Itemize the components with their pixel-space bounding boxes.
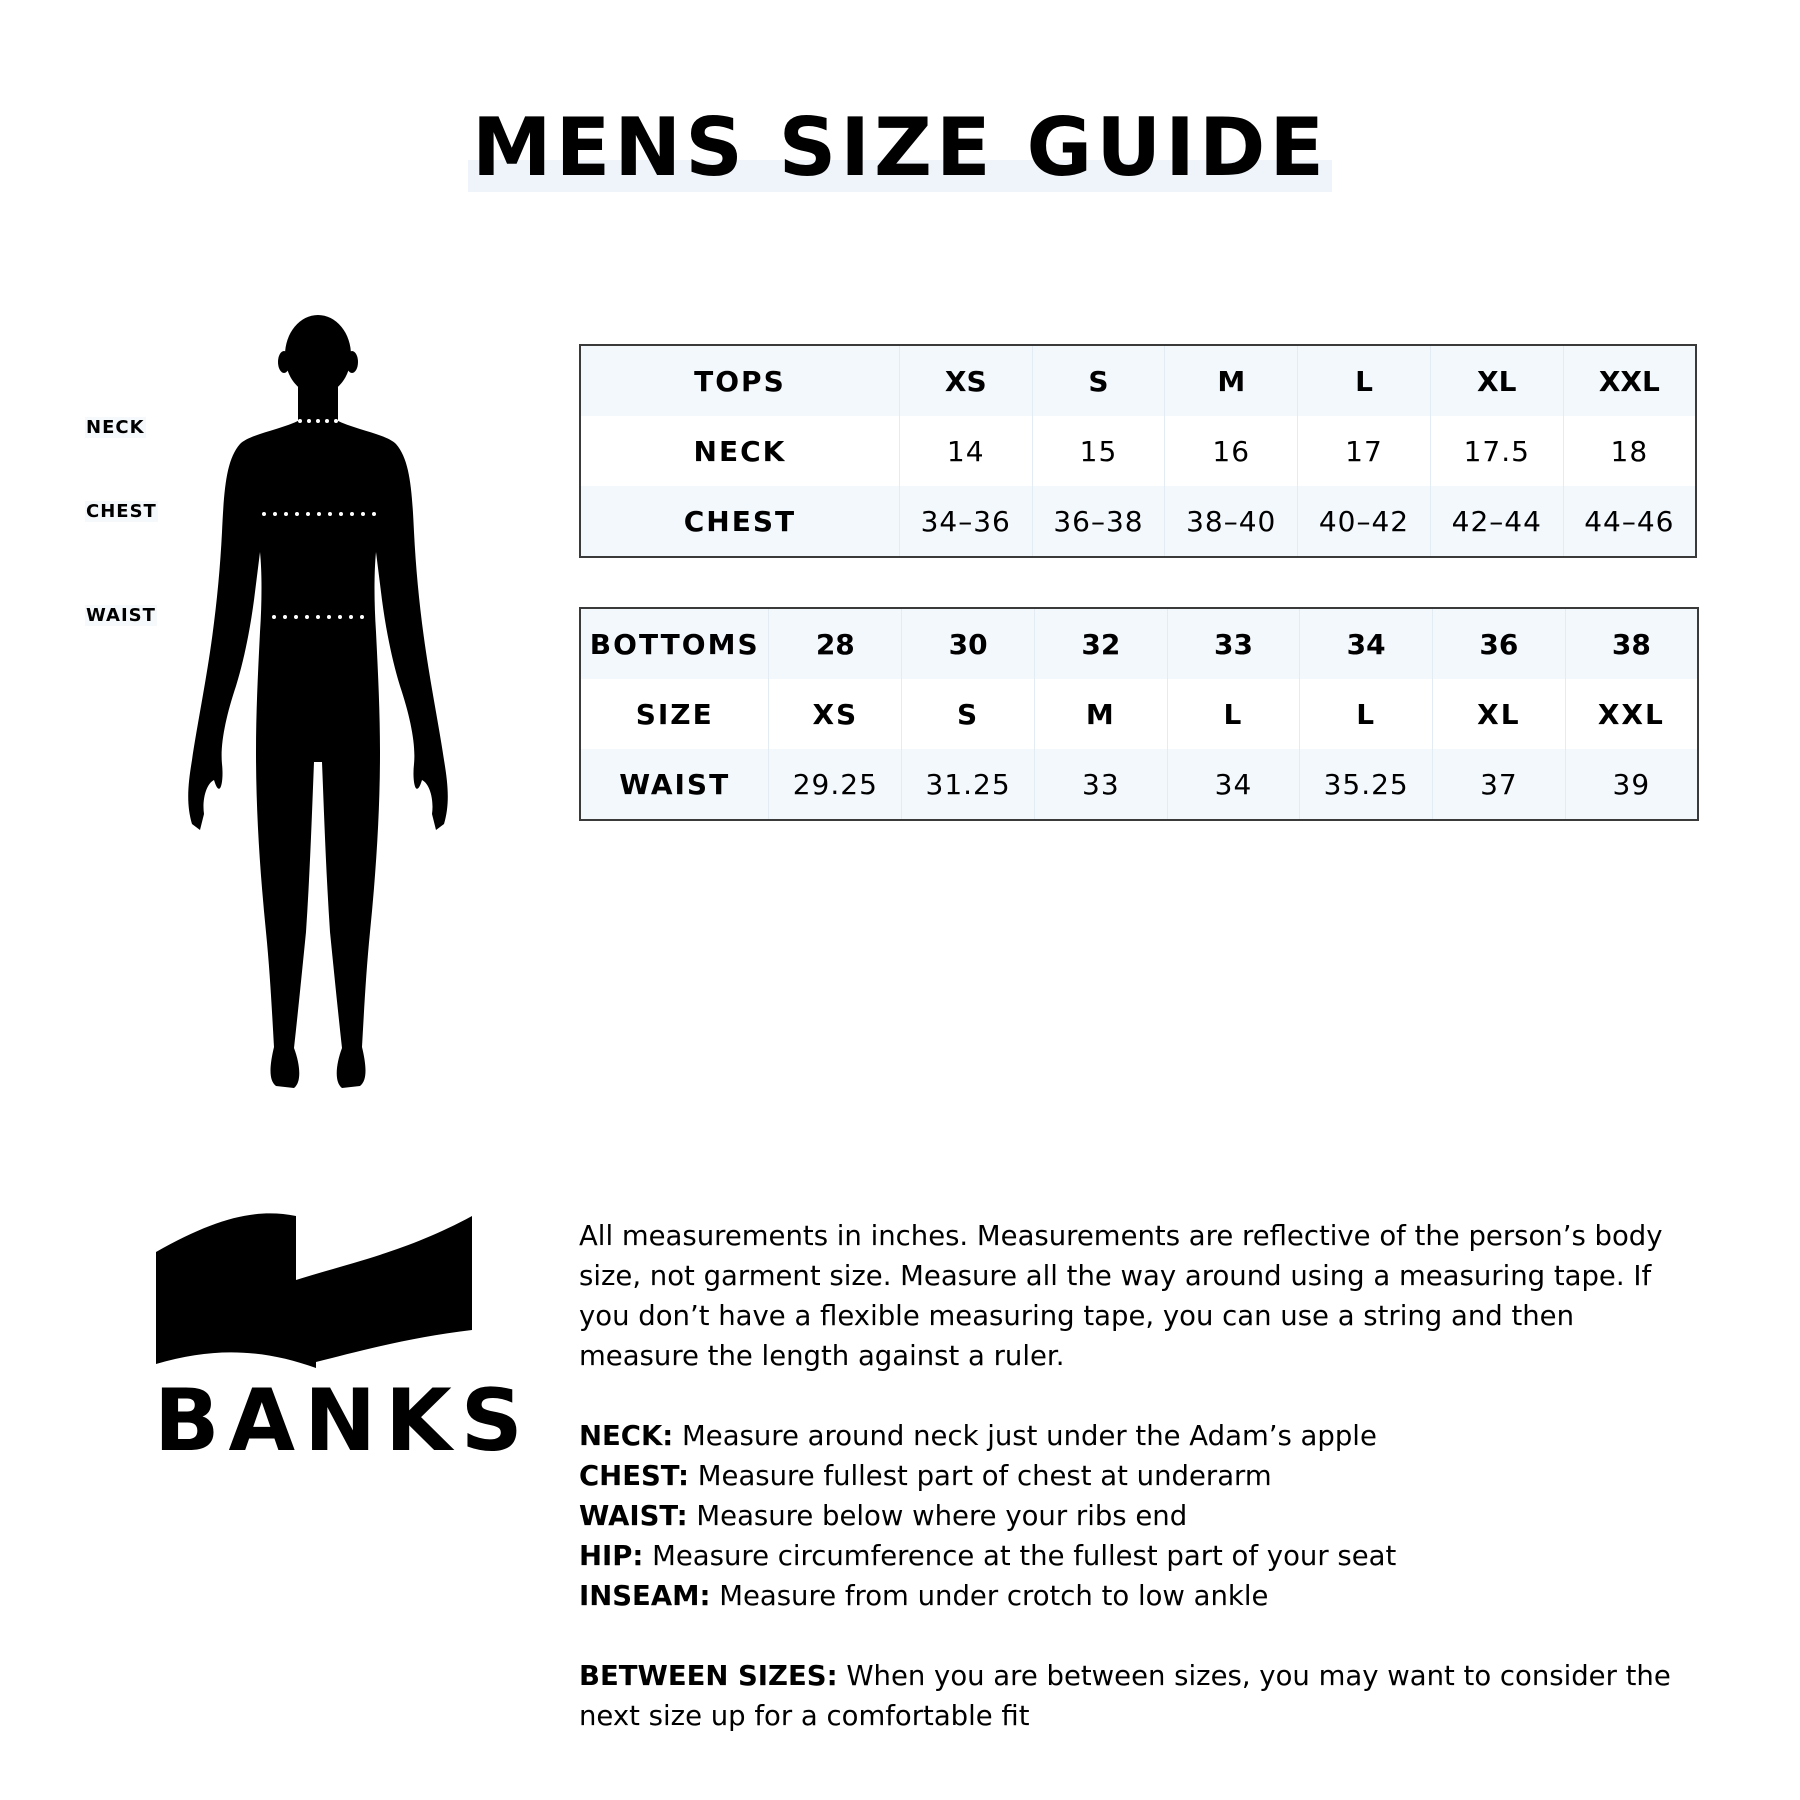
definition-inseam [579,1576,1699,1616]
spacer [579,1616,1699,1656]
tops-cell: 44–46 [1563,486,1696,557]
bottoms-cell: XL [1433,679,1566,749]
definition-text: Measure from under crotch to low ankle [719,1580,1269,1612]
definition-term: NECK: [579,1420,674,1452]
tops-size-table [579,344,1697,558]
tops-header-cell: S [1032,345,1165,416]
bottoms-header-cell: 30 [902,608,1035,679]
bottoms-header-label: BOTTOMS [580,608,769,679]
bottoms-row-waist [580,749,1698,820]
bottoms-header-cell: 32 [1035,608,1168,679]
bottoms-size-table [579,607,1699,821]
bottoms-cell: 35.25 [1300,749,1433,820]
tops-cell: 40–42 [1298,486,1431,557]
tops-cell: 34–36 [899,486,1032,557]
bottoms-header-cell: 28 [769,608,902,679]
bottoms-cell: 37 [1433,749,1566,820]
tops-cell: 18 [1563,416,1696,486]
tops-header-cell: L [1298,345,1431,416]
definition-text: Measure below where your ribs end [696,1500,1188,1532]
tops-header-cell: M [1165,345,1298,416]
definition-term: CHEST: [579,1460,690,1492]
tops-row-neck [580,416,1696,486]
bottoms-cell: L [1167,679,1300,749]
definition-term: WAIST: [579,1500,688,1532]
definition-waist [579,1496,1699,1536]
definition-term: INSEAM: [579,1580,711,1612]
bottoms-header-cell: 38 [1565,608,1698,679]
definition-term: HIP: [579,1540,644,1572]
definition-neck [579,1416,1699,1456]
tops-cell: 15 [1032,416,1165,486]
definition-hip [579,1536,1699,1576]
bottoms-cell: M [1035,679,1168,749]
tops-cell: 14 [899,416,1032,486]
tops-header-cell: XS [899,345,1032,416]
tops-row-chest [580,486,1696,557]
body-label-neck: NECK [86,417,145,438]
between-sizes-text: When you are between sizes, you may want to consider the next size up for a comfortable fit [579,1660,1671,1732]
page-title [0,101,1800,194]
tops-cell: 36–38 [1032,486,1165,557]
tops-cell: 17 [1298,416,1431,486]
tops-header-label: TOPS [580,345,899,416]
bottoms-header-row [580,608,1698,679]
bottoms-cell: XS [769,679,902,749]
intro-paragraph: All measurements in inches. Measurements are reflective of the person’s body size, not garment size. Measure all the way around using a measuring tape. If you don’t have a flexible measuring tape, you can use a string and then measure the length against a ruler. [579,1220,1663,1372]
tops-cell: 16 [1165,416,1298,486]
tops-header-cell: XL [1430,345,1563,416]
definition-text: Measure around neck just under the Adam’s apple [682,1420,1377,1452]
bottoms-cell: 31.25 [902,749,1035,820]
bottoms-cell: S [902,679,1035,749]
tops-cell: 42–44 [1430,486,1563,557]
bottoms-header-cell: 34 [1300,608,1433,679]
tops-cell: 38–40 [1165,486,1298,557]
definition-text: Measure fullest part of chest at underarm [697,1460,1272,1492]
body-label-waist: WAIST [86,605,156,626]
brand-wordmark: BANKS [154,1371,532,1471]
bottoms-header-cell: 33 [1167,608,1300,679]
bottoms-cell: 39 [1565,749,1698,820]
bottoms-header-cell: 36 [1433,608,1566,679]
bottoms-cell: XXL [1565,679,1698,749]
body-label-chest: CHEST [86,501,157,522]
between-sizes-note [579,1656,1699,1736]
bottoms-row-size [580,679,1698,749]
bottoms-cell: 34 [1167,749,1300,820]
bottoms-cell: 33 [1035,749,1168,820]
definition-chest [579,1456,1699,1496]
bottoms-row-label: SIZE [635,697,714,731]
tops-header-row [580,345,1696,416]
bottoms-row-label: WAIST [580,749,769,820]
definition-text: Measure circumference at the fullest part of your seat [652,1540,1397,1572]
tops-cell: 17.5 [1430,416,1563,486]
bottoms-cell: 29.25 [769,749,902,820]
body-silhouette [180,312,460,1094]
bottoms-cell: L [1300,679,1433,749]
between-sizes-term: BETWEEN SIZES: [579,1660,838,1692]
tops-header-cell: XXL [1563,345,1696,416]
tops-row-label: CHEST [580,486,899,557]
measurement-notes [579,1216,1699,1736]
spacer [579,1376,1699,1416]
tops-row-label: NECK [693,434,787,468]
page-title-text: MENS SIZE GUIDE [468,108,1332,192]
